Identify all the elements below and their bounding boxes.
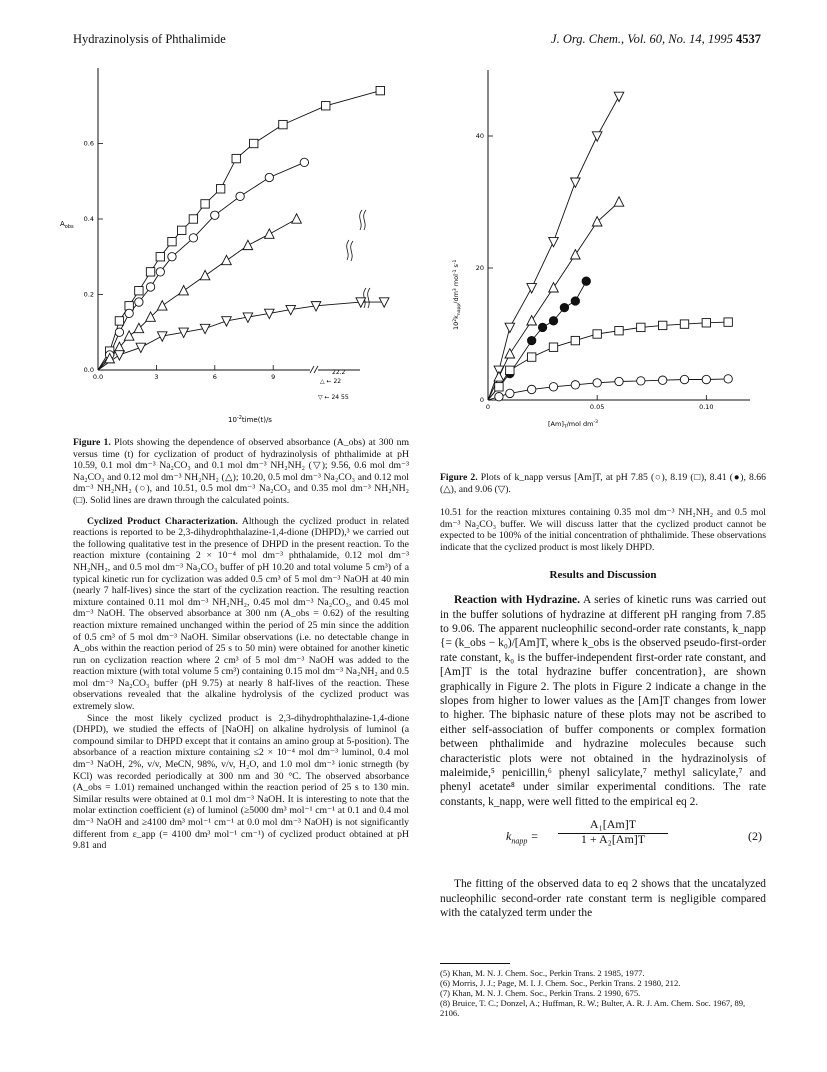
figure-2-points [494, 92, 732, 401]
data-point [156, 253, 164, 261]
figure-2-axes [476, 70, 750, 411]
figure-1-axes [84, 68, 370, 381]
curve-break-mark [347, 240, 353, 261]
figure-1-points [105, 86, 389, 362]
data-point [136, 343, 146, 352]
data-point [232, 154, 240, 162]
data-point [658, 321, 666, 329]
data-point [593, 330, 601, 338]
data-point [236, 192, 244, 200]
data-point [527, 385, 535, 393]
figure-2-fit-curves [488, 96, 728, 400]
left-column [73, 437, 409, 852]
data-point [571, 336, 579, 344]
data-point [216, 185, 224, 193]
reference-6: (6) Morris, J. J.; Page, M. I. J. Chem. Soc., Perkin Trans. 2 1980, 212. [440, 978, 681, 988]
data-point [527, 353, 535, 361]
journal-volume: Vol. 60, No. 14, 1995 [624, 32, 736, 46]
axis-break-mark [310, 366, 318, 373]
data-point [125, 309, 133, 317]
x-tick-label: 0.0 [92, 373, 104, 381]
data-point [135, 298, 143, 306]
equation-fraction [558, 819, 668, 845]
data-point [506, 389, 514, 397]
figure-1-ylabel: $A_{obs}$ [60, 220, 74, 230]
data-point [292, 214, 302, 223]
footnote-references [440, 963, 764, 1018]
figure-2-caption [440, 472, 766, 495]
paragraph-text: Although the cyclized product in related reactions is reported to be 2,3-dihydrophthalazine-1,4-dione (DHPD),³ we carried out the following qualitative test in the presence of DHPD in the present reaction. To the reaction mixture (containing 2 × 10⁻⁴ mol dm⁻³ phthalamide, 0.12 mol dm⁻³ NH₂NH₂, and 0.5 mol dm⁻³ Na₂CO₃ buffer of pH 10.20 and total volume 5 cm³) of a typical kinetic run for cyclization was added 0.5 cm³ of 5 mol dm⁻³ NaOH at 40 min (nearly 7 half-lives) since the start of the cyclization reaction. The resulting reaction mixture contained 0.11 mol dm⁻³ NH₂NH₂, 0.45 mol dm⁻³ Na₂CO₃, and 0.45 mol dm⁻³ NaOH. The observed absorbance at 300 nm (A_obs = 0.62) of the resulting reaction mixture remained unchanged within the period of 25 min since the addition of 0.5 cm³ of 5 mol dm⁻³ NaOH. Similar observations (i.e. no detectable change in A_obs within the reaction period of 25 s to 50 min) were obtained for another kinetic run on cyclization reaction where 2 cm³ of 5 mol dm⁻³ NaOH was added to the reaction mixture (with total volume 5 cm³) containing 0.15 mol dm⁻³ Na₂NH₂ and 0.5 mol dm⁻³ Na₂CO₃ buffer (pH 9.75) at nearly 8 half-lives of the reaction. These observations revealed that the alkaline hydrolysis of the cyclized product was extremely slow. [73, 515, 409, 713]
running-header-citation [551, 32, 761, 47]
data-point [115, 328, 123, 336]
figure-2-xlabel: $[Am]_T$/mol $dm^{-3}$ [548, 420, 598, 430]
equation-2 [440, 817, 766, 865]
paragraph-product-characterization [73, 516, 409, 713]
data-point [135, 287, 143, 295]
data-point [637, 323, 645, 331]
break-label-upper-b: △ ← 22 [320, 378, 342, 385]
data-point [615, 377, 623, 385]
figure-1-caption-text: Plots showing the dependence of observed absorbance (A_obs) at 300 nm versus time (t) for cyclization of product of hydrazinolysis of phthalimide at pH 10.59, 0.1 mol dm⁻³ Na₂CO₃ and 0.1 mol dm⁻³ NH₂NH₂ (▽); 9.56, 0.6 mol dm⁻³ Na₂CO₃ and 0.12 mol dm⁻³ NH₂NH₂ (△); 10.20, 0.5 mol dm⁻³ Na₂CO₃ and 0.12 mol dm⁻³ NH₂NH₂ (○), and 10.51, 0.5 mol dm⁻³ Na₂CO₃ and 0.35 mol dm⁻³ NH₂NH₂ (□). Solid lines are drawn through the calculated points. [73, 437, 410, 506]
figure-1-caption-label: Figure 1. [73, 437, 111, 448]
running-header-title: Hydrazinolysis of Phthalimide [73, 32, 226, 46]
figure-1-chart [60, 60, 420, 425]
reference-7: (7) Khan, M. N. J. Chem. Soc., Perkin Trans. 2 1990, 675. [440, 988, 641, 998]
data-point [265, 173, 273, 181]
fit-curve [488, 322, 728, 400]
fit-curve [488, 379, 728, 400]
figure-2-caption-text: Plots of k_napp versus [Am]T, at pH 7.85 (○), 8.19 (□), 8.41 (●), 8.66 (△), and 9.06 (▽). [440, 472, 766, 495]
figure-2-chart [440, 60, 765, 435]
data-point [178, 226, 186, 234]
data-point [189, 234, 197, 242]
fit-curve [98, 302, 384, 370]
paragraph-text: A series of kinetic runs was carried out in the buffer solutions of hydrazine at different pH ranging from 7.85 to 9.06. The apparent nucleophilic second-order rate constants, k_napp {= (k_obs − k₀)/[Am]T, where k_obs is the observed pseudo-first-order rate constant, k₀ is the buffer-independent first-order rate constant, and [Am]T is the total hydrazine buffer concentration}, are shown graphically in Figure 2. The plots in Figure 2 indicate a change in the slopes from higher to lower values as the [Am]T changes from lower to higher. The biphasic nature of these plots may not be ascribed to either self-association of buffer components or complex formation between phthalimide and hydrazine molecules because such characteristic plots were not obtained in the hydrazinolysis of maleimide,⁵ penicillin,⁶ phenyl salicylate,⁷ methyl salicylate,⁷ and phenyl acetate⁸ under similar experimental conditions. The rate constants, k_napp, were well fitted to the empirical eq 2. [440, 594, 766, 808]
paragraph-luminol: Since the most likely cyclized product is 2,3-dihydrophthalazine-1,4-dione (DHPD), we studied the effects of [NaOH] on alkaline hydrolysis of luminol (a compound similar to DHPD except that it contains an amino group at 5-position). The absorbance of a reaction mixture containing ≤2 × 10⁻⁴ mol dm⁻³ luminol, 0.4 mol dm⁻³ NaOH, 2%, v/v, MeCN, 98%, v/v, H₂O, and 1.0 mol dm⁻³ ionic strnegth (by KCl) was recorded periodically at 300 nm and 30 °C. The observed absorbance (A_obs = 1.01) remained unchanged within the reaction period of 25 s to 130 min. Similar results were obtained at 0.1 mol dm⁻³ NaOH. It is interesting to note that the molar extinction coefficient (ε) of luminol (≥5000 dm³ mol⁻¹ cm⁻¹ at 0.1 and 0.4 mol dm⁻³ NaOH and ≥4100 dm³ mol⁻¹ cm⁻¹ at 0.0 mol dm⁻³ NaOH) is not significantly different from ε_app (= 4100 dm³ mol⁻¹ cm⁻¹) of cyclized product obtained at pH 9.81 and [73, 712, 409, 852]
equation-number: (2) [748, 829, 762, 844]
break-label-upper-a: 22.2 [332, 369, 346, 376]
fit-curve [98, 219, 297, 370]
data-point [250, 139, 258, 147]
data-point [571, 250, 581, 259]
equation-denominator: 1 + A₂[Am]T [580, 831, 646, 846]
break-label-lower: ▽ ← 24 55 [318, 394, 349, 401]
data-point [189, 215, 197, 223]
data-point [200, 270, 210, 279]
figure-2-caption-label: Figure 2. [440, 472, 478, 483]
data-point [571, 178, 581, 187]
figure-1-caption [73, 437, 409, 507]
data-point [592, 217, 602, 226]
paragraph-fitting: The fitting of the observed data to eq 2 shows that the uncatalyzed nucleophilic second-order rate constant term is negligible compared with the catalyzed term under the [440, 878, 766, 920]
data-point [222, 255, 232, 264]
journal-name: J. Org. Chem., [551, 32, 625, 46]
data-point [279, 120, 287, 128]
paragraph-continued: 10.51 for the reaction mixtures containing 0.35 mol dm⁻³ NH₂NH₂ and 0.5 mol dm⁻³ Na₂CO₃ buffer. We will discuss latter that the cyclized product cannot be expected to be 100% of the initial concentration of phthalimide. These observations indicate that the cyclized product is most likely DHPD. [440, 507, 766, 553]
data-point [582, 277, 590, 285]
y-tick-label: 0.4 [83, 215, 94, 223]
data-point [201, 200, 209, 208]
data-point [495, 393, 503, 401]
x-tick-label: 0 [485, 403, 491, 411]
data-point [615, 327, 623, 335]
data-point [571, 297, 579, 305]
data-point [702, 375, 710, 383]
data-point [593, 379, 601, 387]
y-tick-label: 0.2 [83, 290, 94, 299]
data-point [495, 383, 503, 391]
data-point [506, 366, 514, 374]
data-point [680, 320, 688, 328]
data-point [549, 317, 557, 325]
data-point [549, 283, 559, 292]
data-point [614, 92, 624, 101]
reference-8: (8) Bruice, T. C.; Donzel, A.; Huffman, R. W.; Bulter, A. R. J. Am. Chem. Soc. 1967, 89, 2106. [440, 998, 746, 1018]
figure-2-ylabel: $10^2k_{napp}/dm^3$ mol$^{-1}$ $s^{-1}$ [452, 259, 462, 330]
data-point [115, 317, 123, 325]
data-point [549, 383, 557, 391]
data-point [211, 211, 219, 219]
data-point [115, 351, 125, 360]
x-tick-label: 9 [271, 373, 276, 381]
section-heading-cyclized-product: Cyclized Product Characterization. [87, 515, 238, 527]
data-point [614, 197, 624, 206]
data-point [156, 268, 164, 276]
data-point [300, 158, 308, 166]
data-point [146, 268, 154, 276]
data-point [376, 86, 384, 94]
x-tick-label: 6 [212, 373, 217, 381]
data-point [560, 303, 568, 311]
data-point [549, 237, 559, 246]
data-point [571, 381, 579, 389]
data-point [168, 237, 176, 245]
reference-5: (5) Khan, M. N. J. Chem. Soc., Perkin Trans. 2 1985, 1977. [440, 968, 645, 978]
figure-1-xlabel: $10^{-2}time(t)/s$ [228, 415, 272, 424]
y-tick-label: 20 [475, 264, 484, 272]
data-point [527, 336, 535, 344]
data-point [527, 284, 537, 293]
data-point [549, 343, 557, 351]
equation-numerator: A₁[Am]T [558, 819, 668, 834]
data-point [124, 331, 134, 340]
data-point [724, 318, 732, 326]
data-point [168, 253, 176, 261]
subsection-heading-hydrazine: Reaction with Hydrazine. [454, 594, 580, 607]
data-point [157, 301, 167, 310]
right-column [440, 472, 766, 920]
data-point [637, 377, 645, 385]
y-tick-label: 0 [479, 396, 484, 404]
data-point [222, 317, 232, 326]
paragraph-hydrazine [440, 593, 766, 809]
x-tick-label: 0.10 [699, 403, 714, 411]
data-point [724, 375, 732, 383]
data-point [265, 229, 275, 238]
y-tick-label: 0.6 [83, 139, 94, 148]
section-heading-results: Results and Discussion [549, 568, 657, 581]
y-tick-label: 0.0 [83, 366, 94, 374]
data-point [680, 375, 688, 383]
y-tick-label: 40 [475, 132, 484, 140]
curve-break-mark [360, 210, 366, 230]
data-point [592, 132, 602, 141]
data-point [702, 319, 710, 327]
data-point [157, 332, 167, 341]
x-tick-label: 3 [154, 373, 159, 381]
data-point [494, 372, 504, 381]
data-point [527, 316, 537, 325]
data-point [322, 102, 330, 110]
data-point [179, 286, 189, 295]
data-point [538, 323, 546, 331]
data-point [146, 283, 154, 291]
data-point [505, 323, 515, 332]
footnote-separator [440, 963, 510, 964]
data-point [658, 376, 666, 384]
data-point [243, 240, 253, 249]
equation-lhs: $k_{napp}$ = [506, 829, 539, 846]
page-number: 4537 [736, 32, 761, 46]
x-tick-label: 0.05 [589, 403, 605, 411]
data-point [505, 349, 515, 358]
